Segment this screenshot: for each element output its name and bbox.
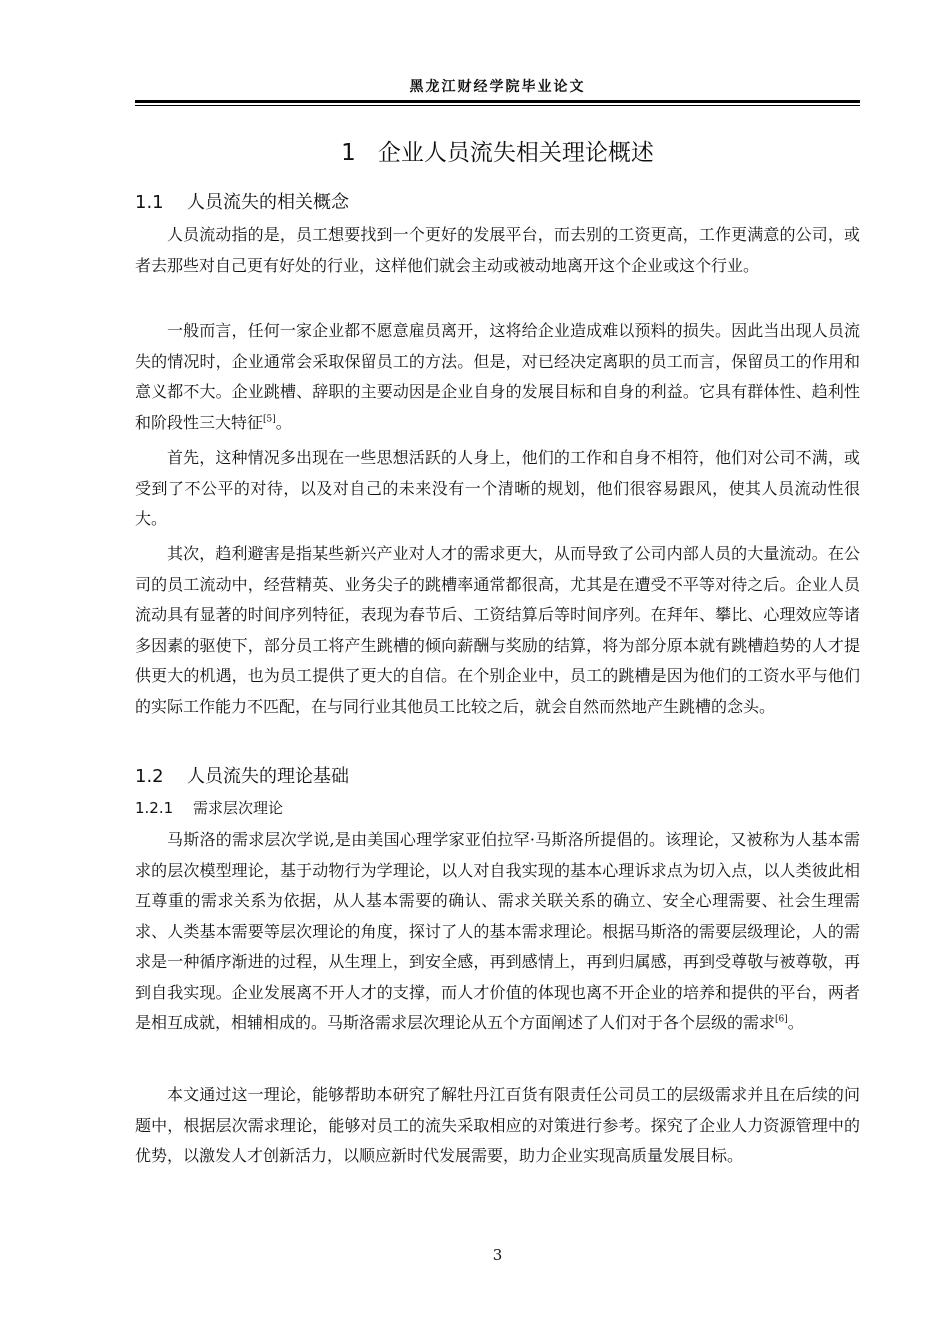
paragraph	[135, 316, 860, 438]
section-heading-1-2	[135, 762, 860, 788]
page-number: 3	[492, 1246, 503, 1264]
paragraph: 首先，这种情况多出现在一些思想活跃的人身上，他们的工作和自身不相符，他们对公司不满，或受到了不公平的对待，以及对自己的未来没有一个清晰的规划，他们很容易跟风，使其人员流动性很大。	[135, 448, 860, 528]
paragraph-text: 一般而言，任何一家企业都不愿意雇员离开，这将给企业造成难以预料的损失。因此当出现人员流失的情况时，企业通常会采取保留员工的方法。但是，对已经决定离职的员工而言，保留员工的作用和意义都不大。企业跳槽、辞职的主要动因是企业自身的发展目标和自身的利益。它具有群体性、趋利性和阶段性三大特征	[135, 321, 860, 432]
running-header: 黑龙江财经学院毕业论文	[409, 79, 586, 95]
chapter-title-text: 企业人员流失相关理论概述	[377, 140, 654, 166]
section-number: 1.1	[135, 192, 164, 213]
section-title: 人员流失的理论基础	[187, 766, 349, 787]
subsection-heading-1-2-1	[135, 797, 860, 818]
citation-ref: [6]	[775, 1014, 788, 1025]
paragraph-tail: 。	[787, 1013, 804, 1032]
header-rule-thick	[135, 100, 860, 103]
header-rule-thin	[135, 105, 860, 106]
subsection-number: 1.2.1	[135, 799, 174, 817]
paragraph: 本文通过这一理论，能够帮助本研究了解牡丹江百货有限责任公司员工的层级需求并且在后续的问题中，根据层次需求理论，能够对员工的流失采取相应的对策进行参考。探究了企业人力资源管理中的优势，以激发人才创新活力，以顺应新时代发展需要，助力企业实现高质量发展目标。	[135, 1085, 860, 1165]
chapter-number: 1	[341, 140, 356, 166]
paragraph-text: 马斯洛的需求层次学说,是由美国心理学家亚伯拉罕·马斯洛所提倡的。该理论，又被称为人基本需求的层次模型理论，基于动物行为学理论，以人对自我实现的基本心理诉求点为切入点，以人类彼此相互尊重的需求关系为依据，从人基本需要的确认、需求关联关系的确立、安全心理需要、社会生理需求、人类基本需要等层次理论的角度，探讨了人的基本需求理论。根据马斯洛的需要层级理论，人的需求是一种循序渐进的过程，从生理上，到安全感，再到感情上，再到归属感，再到受尊敬与被尊敬，再到自我实现。企业发展离不开人才的支撑，而人才价值的体现也离不开企业的培养和提供的平台，两者是相互成就，相辅相成的。马斯洛需求层次理论从五个方面阐述了人们对于各个层级的需求	[135, 830, 860, 1032]
paragraph-tail: 。	[275, 412, 292, 432]
section-number: 1.2	[135, 766, 164, 787]
citation-ref: [5]	[263, 414, 276, 425]
chapter-title	[135, 134, 860, 167]
paragraph: 人员流动指的是，员工想要找到一个更好的发展平台，而去别的工资更高，工作更满意的公司，或者去那些对自己更有好处的行业，这样他们就会主动或被动地离开这个企业或这个行业。	[135, 225, 860, 275]
section-heading-1-1	[135, 188, 860, 214]
subsection-title: 需求层次理论	[193, 799, 284, 817]
paragraph	[135, 825, 860, 1039]
section-title: 人员流失的相关概念	[187, 192, 349, 213]
paragraph: 其次，趋利避害是指某些新兴产业对人才的需求更大，从而导致了公司内部人员的大量流动。在公司的员工流动中，经营精英、业务尖子的跳槽率通常都很高，尤其是在遭受不平等对待之后。企业人员流动具有显著的时间序列特征，表现为春节后、工资结算后等时间序列。在拜年、攀比、心理效应等诸多因素的驱使下，部分员工将产生跳槽的倾向薪酬与奖励的结算，将为部分原本就有跳槽趋势的人才提供更大的机遇，也为员工提供了更大的自信。在个别企业中，员工的跳槽是因为他们的工资水平与他们的实际工作能力不匹配，在与同行业其他员工比较之后，就会自然而然地产生跳槽的念头。	[135, 544, 860, 716]
